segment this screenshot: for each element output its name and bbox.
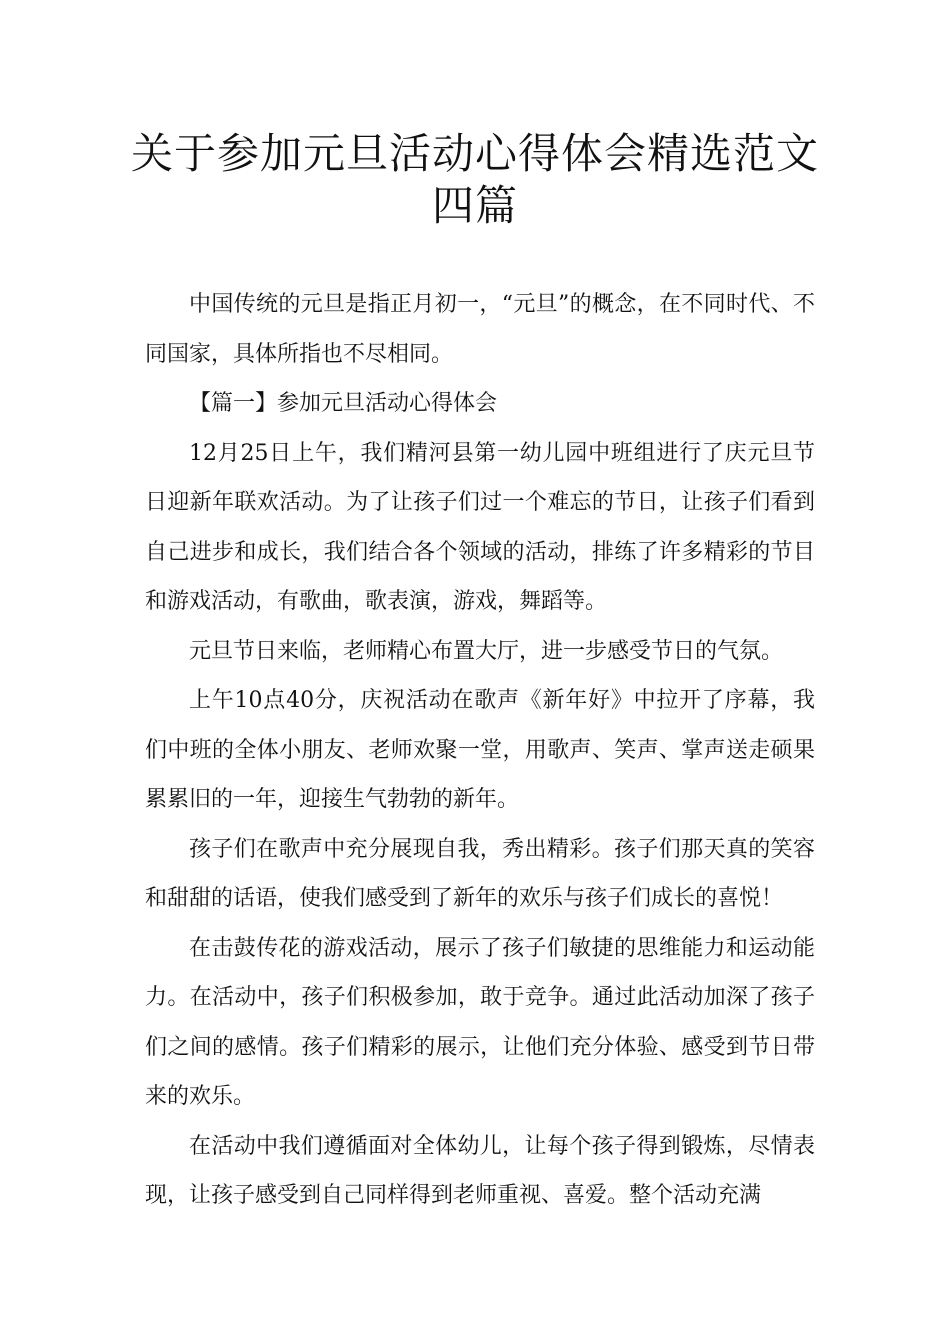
paragraph: 元旦节日来临，老师精心布置大厅，进一步感受节日的气氛。 (189, 638, 784, 664)
paragraph: 孩子们在歌声中充分展现自我，秀出精彩。孩子们那天真的笑容和甜甜的话语，使我们感受到了新年的欢乐与孩子们成长的喜悦！ (145, 836, 815, 911)
document-title: 关于参加元旦活动心得体会精选范文四篇 (130, 129, 819, 230)
paragraph-intro: 中国传统的元旦是指正月初一，“元旦”的概念，在不同时代、不同国家，具体所指也不尽相同。 (145, 292, 815, 367)
section-heading-part-one: 【篇一】参加元旦活动心得体会 (189, 391, 498, 416)
paragraph: 上午10点40分，庆祝活动在歌声《新年好》中拉开了序幕，我们中班的全体小朋友、老师欢聚一堂，用歌声、笑声、掌声送走硕果累累旧的一年，迎接生气勃勃的新年。 (145, 688, 815, 812)
paragraph-continued: 在活动中我们遵循面对全体幼儿，让每个孩子得到锻炼，尽情表现，让孩子感受到自己同样得到老师重视、喜爱。整个活动充满 (145, 1133, 815, 1208)
document-body (145, 280, 815, 1221)
paragraph: 在击鼓传花的游戏活动，展示了孩子们敏捷的思维能力和运动能力。在活动中，孩子们积极参加，敢于竞争。通过此活动加深了孩子们之间的感情。孩子们精彩的展示，让他们充分体验、感受到节日带来的欢乐。 (145, 935, 815, 1109)
paragraph: 12月25日上午，我们精河县第一幼儿园中班组进行了庆元旦节日迎新年联欢活动。为了让孩子们过一个难忘的节日，让孩子们看到自己进步和成长，我们结合各个领域的活动，排练了许多精彩的节目和游戏活动，有歌曲，歌表演，游戏，舞蹈等。 (145, 440, 815, 614)
